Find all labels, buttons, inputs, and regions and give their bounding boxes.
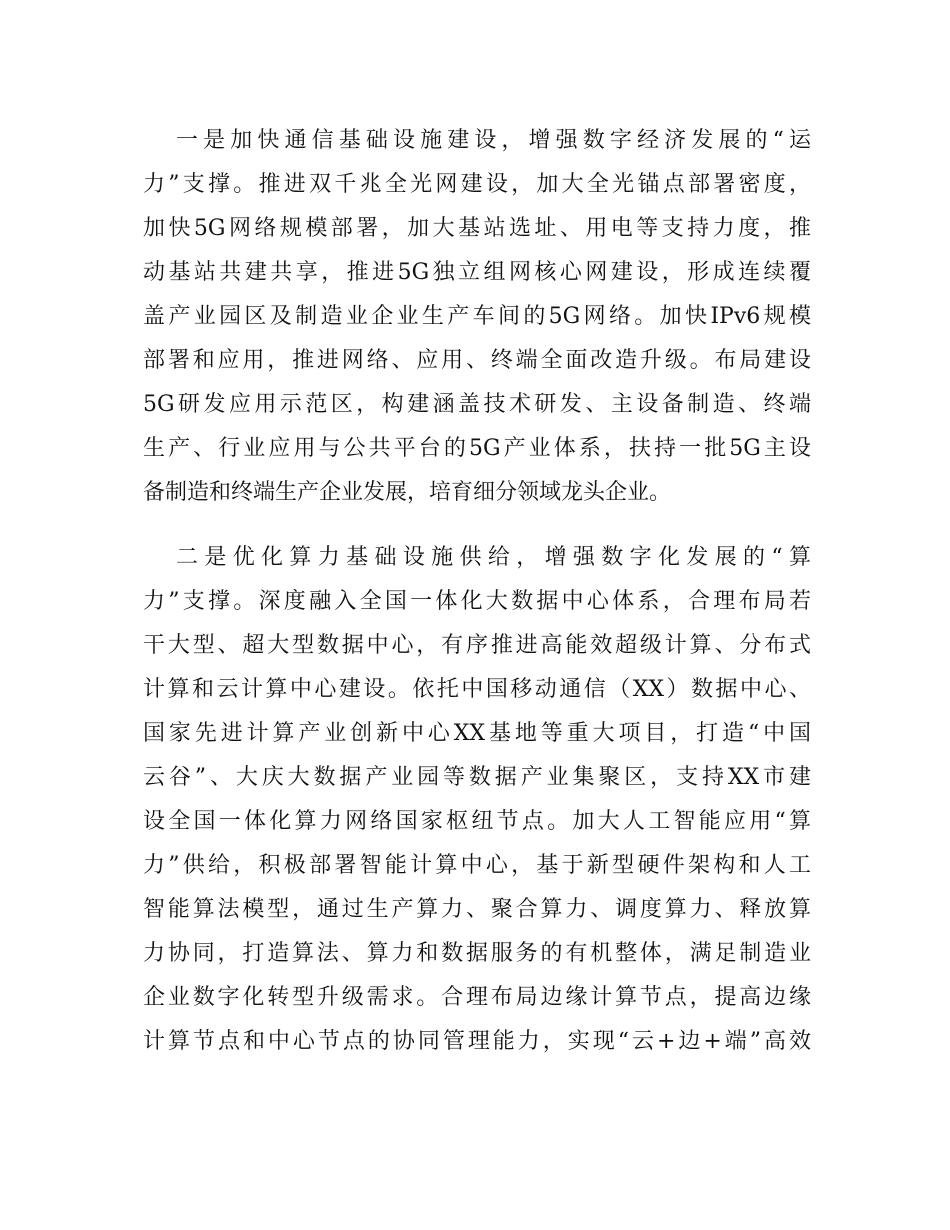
text-line: 部署和应用，推进网络、应用、终端全面改造升级。布局建设 bbox=[143, 348, 811, 373]
text-line: 力协同，打造算法、算力和数据服务的有机整体，满足制造业 bbox=[143, 941, 811, 966]
text-line: 生产、行业应用与公共平台的5G产业体系，扶持一批5G主设 bbox=[143, 436, 811, 461]
text-line: 设全国一体化算力网络国家枢纽节点。加大人工智能应用“算 bbox=[143, 809, 811, 834]
paragraph-spacer bbox=[143, 515, 811, 536]
text-line: 动基站共建共享，推进5G独立组网核心网建设，形成连续覆 bbox=[143, 260, 811, 285]
text-line: 智能算法模型，通过生产算力、聚合算力、调度算力、释放算 bbox=[143, 897, 811, 922]
text-line: 云谷”、大庆大数据产业园等数据产业集聚区，支持XX市建 bbox=[143, 765, 811, 790]
paragraph-communication-infrastructure bbox=[143, 119, 811, 515]
text-line: 计算节点和中心节点的协同管理能力，实现“云+边+端”高效 bbox=[143, 1029, 811, 1054]
text-line: 一是加快通信基础设施建设，增强数字经济发展的“运 bbox=[176, 128, 811, 153]
paragraph-computing-infrastructure bbox=[143, 536, 811, 1064]
text-line: 计算和云计算中心建设。依托中国移动通信（XX）数据中心、 bbox=[143, 677, 811, 702]
text-line: 5G研发应用示范区，构建涵盖技术研发、主设备制造、终端 bbox=[143, 392, 811, 417]
text-line: 企业数字化转型升级需求。合理布局边缘计算节点，提高边缘 bbox=[143, 985, 811, 1010]
text-line: 二是优化算力基础设施供给，增强数字化发展的“算 bbox=[176, 545, 811, 570]
text-line: 盖产业园区及制造业企业生产车间的5G网络。加快IPv6规模 bbox=[143, 304, 811, 329]
text-line: 备制造和终端生产企业发展，培育细分领域龙头企业。 bbox=[143, 480, 672, 505]
text-line: 力”支撑。推进双千兆全光网建设，加大全光锚点部署密度， bbox=[143, 172, 811, 197]
text-line: 干大型、超大型数据中心，有序推进高能效超级计算、分布式 bbox=[143, 633, 811, 658]
text-line: 国家先进计算产业创新中心XX基地等重大项目，打造“中国 bbox=[143, 721, 811, 746]
text-line: 力”供给，积极部署智能计算中心，基于新型硬件架构和人工 bbox=[143, 853, 811, 878]
text-line: 力”支撑。深度融入全国一体化大数据中心体系，合理布局若 bbox=[143, 589, 811, 614]
text-line: 加快5G网络规模部署，加大基站选址、用电等支持力度，推 bbox=[143, 216, 811, 241]
document-body bbox=[143, 119, 811, 1064]
